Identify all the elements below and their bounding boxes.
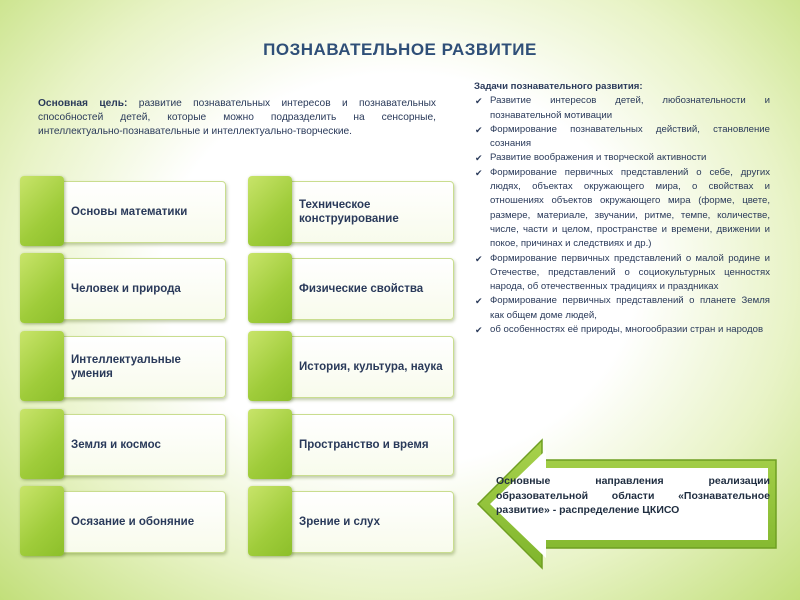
card-label: Зрение и слух (299, 516, 380, 528)
card-left-3 (22, 336, 226, 398)
task-item: ✔ Формирование первичных представлений о малой родине и Отечестве, представлений о социокультурных ценностях народа, об отечественных традициях и праздниках (475, 252, 770, 293)
checkmark-icon: ✔ (475, 96, 483, 107)
card-tab (248, 486, 292, 556)
card-left-5 (22, 491, 226, 553)
card-tab (20, 253, 64, 323)
card-label: Техническое конструирование (299, 199, 399, 225)
checkmark-icon: ✔ (475, 153, 483, 164)
card-label: Интеллектуальные умения (71, 354, 181, 380)
card-right-5 (250, 491, 454, 553)
task-item: ✔ об особенностях её природы, многообразии стран и народов (474, 323, 770, 337)
task-item: ✔ Развитие воображения и творческой активности (474, 151, 770, 165)
arrow-callout (476, 438, 780, 570)
card-right-3 (250, 336, 454, 398)
checkmark-icon: ✔ (475, 296, 483, 307)
checkmark-icon: ✔ (475, 325, 483, 336)
card-tab (20, 486, 64, 556)
task-item: ✔ Развитие интересов детей, любознательности и познавательной мотивации (475, 95, 770, 121)
tasks-title: Задачи познавательного развития: (474, 81, 643, 92)
task-item: ✔ Формирование первичных представлений о планете Земля как общем доме людей, (475, 295, 770, 321)
card-label: Земля и космос (71, 439, 161, 451)
card-tab (248, 253, 292, 323)
checkmark-icon: ✔ (475, 167, 483, 178)
card-label: История, культура, наука (299, 361, 443, 373)
card-right-1 (250, 181, 454, 243)
checkmark-icon: ✔ (475, 253, 483, 264)
card-right-4 (250, 414, 454, 476)
goal-text: развитие познавательных интересов и познавательных способностей детей, которые можно подразделить на сенсорные, интеллектуально-познавательные и интеллектуально-творческие. (38, 98, 436, 137)
checkmark-icon: ✔ (475, 124, 483, 135)
tasks-list (474, 94, 770, 337)
card-tab (20, 409, 64, 479)
tasks-block (474, 80, 770, 337)
card-tab (20, 331, 64, 401)
card-label: Основы математики (71, 206, 188, 218)
card-tab (20, 176, 64, 246)
card-tab (248, 409, 292, 479)
goal-label: Основная цель: (38, 98, 128, 109)
card-label: Пространство и время (299, 439, 429, 451)
card-left-2 (22, 258, 226, 320)
arrow-text: Основные направления реализации образовательной области «Познавательное развитие» - распределение ЦКИСО (496, 475, 770, 516)
card-tab (248, 176, 292, 246)
card-left-4 (22, 414, 226, 476)
card-tab (248, 331, 292, 401)
main-goal (38, 97, 436, 139)
page-title: ПОЗНАВАТЕЛЬНОЕ РАЗВИТИЕ (263, 40, 537, 59)
task-item: ✔ Формирование познавательных действий, становление сознания (475, 123, 770, 150)
card-label: Физические свойства (299, 283, 424, 295)
card-left-1 (22, 181, 226, 243)
card-label: Осязание и обоняние (71, 516, 195, 528)
card-right-2 (250, 258, 454, 320)
card-label: Человек и природа (71, 283, 181, 295)
task-item: ✔ Формирование первичных представлений о себе, других людях, объектах окружающего мира, о свойствах и отношениях объектов окружающего мира (форме, цвете, размере, материале, звучании, ритме, темпе, количестве, числе, части и целом, пространстве и времени, движении и покое, причинах и следствиях и др.) (475, 166, 770, 250)
